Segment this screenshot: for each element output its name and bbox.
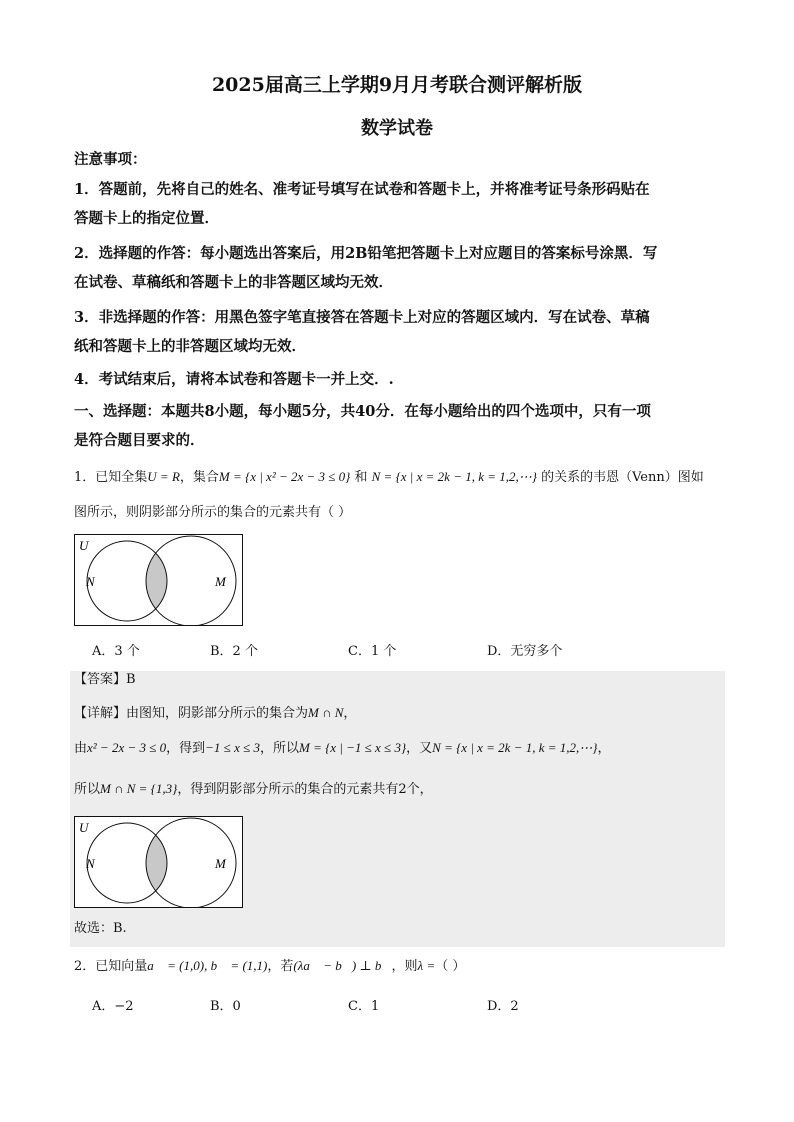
q1-math-set-m: M = {x | x² − 2x − 3 ≤ 0} bbox=[218, 469, 351, 484]
q2-option-b[interactable]: B．0 bbox=[210, 999, 241, 1014]
solution-line3-math: M ∩ N = {1,3} bbox=[100, 781, 178, 796]
q2-math-lambda: λ = bbox=[417, 958, 436, 973]
q2-text-b: ，若 bbox=[267, 959, 294, 974]
section-heading-line-2: 是符合题目要求的． bbox=[74, 432, 205, 449]
q2-math-vectors: a⃗ = (1,0), b⃗ = (1,1) bbox=[147, 958, 268, 973]
q1-text-d: 的关系的韦恩（Venn）图如 bbox=[536, 470, 704, 485]
notice-item-3-line-1: 3．非选择题的作答：用黑色签字笔直接答在答题卡上对应的答题区域内．写在试卷、草稿 bbox=[74, 309, 650, 326]
notice-item-2-line-2: 在试卷、草稿纸和答题卡上的非答题区域均无效． bbox=[74, 274, 393, 291]
q1-math-universal-set: U = R bbox=[147, 469, 180, 484]
solution-line2-text-a: 由 bbox=[74, 741, 88, 756]
q2-text-d: （ ） bbox=[435, 959, 466, 974]
notice-item-2-line-1: 2．选择题的作答：每小题选出答案后，用2B铅笔把答题卡上对应题目的答案标号涂黑．写 bbox=[74, 245, 658, 262]
solution-math-intersection: M ∩ N bbox=[308, 705, 344, 720]
exam-subtitle: 数学试卷 bbox=[361, 118, 433, 139]
q2-option-c[interactable]: C．1 bbox=[348, 999, 380, 1014]
notice-item-1-line-2: 答题卡上的指定位置． bbox=[74, 210, 219, 227]
solution-venn-label-n: N bbox=[86, 856, 95, 871]
solution-line3-text-b: ，得到阴影部分所示的集合的元素共有2个， bbox=[177, 782, 433, 797]
solution-venn-diagram bbox=[74, 816, 244, 908]
solution-detail-line-2 bbox=[74, 738, 724, 759]
solution-detail-line-1 bbox=[74, 703, 724, 724]
notice-item-3-line-2: 纸和答题卡上的非答题区域均无效． bbox=[74, 338, 306, 355]
q2-option-d[interactable]: D．2 bbox=[487, 999, 519, 1014]
q1-venn-diagram bbox=[74, 534, 244, 626]
q1-text-b: ，集合 bbox=[179, 470, 219, 485]
q1-option-d[interactable]: D．无穷多个 bbox=[487, 644, 563, 659]
solution-text-a: 【详解】由图知，阴影部分所示的集合为 bbox=[74, 706, 309, 721]
q2-text-a: 2．已知向量 bbox=[74, 959, 148, 974]
solution-venn-label-u: U bbox=[79, 820, 89, 835]
q2-stem bbox=[74, 956, 724, 977]
q1-text-a: 1．已知全集 bbox=[74, 470, 148, 485]
q1-stem-line-2: 图所示，则阴影部分所示的集合的元素共有（ ） bbox=[74, 505, 352, 520]
solution-line2-text-b: ，得到 bbox=[166, 741, 206, 756]
q1-venn-label-n: N bbox=[86, 574, 95, 589]
solution-venn-label-m: M bbox=[215, 856, 226, 871]
q1-option-a[interactable]: A．3 个 bbox=[92, 644, 140, 659]
solution-line2-math-1: x² − 2x − 3 ≤ 0 bbox=[87, 740, 167, 755]
solution-final: 故选：B. bbox=[74, 921, 127, 936]
solution-line2-text-c: ，所以 bbox=[259, 741, 299, 756]
q1-option-c[interactable]: C．1 个 bbox=[348, 644, 397, 659]
q1-text-c: 和 bbox=[350, 470, 372, 485]
q2-option-a[interactable]: A．−2 bbox=[92, 999, 134, 1014]
solution-line2-text-d: ，又 bbox=[406, 741, 433, 756]
notice-item-4: 4．考试结束后，请将本试卷和答题卡一并上交．. bbox=[74, 371, 394, 388]
notice-item-1-line-1: 1．答题前，先将自己的姓名、准考证号填写在试卷和答题卡上，并将准考证号条形码贴在 bbox=[74, 181, 650, 198]
solution-answer: 【答案】B bbox=[74, 672, 136, 687]
solution-line2-math-4: N = {x | x = 2k − 1, k = 1,2,⋯} bbox=[432, 740, 598, 755]
q1-math-set-n: N = {x | x = 2k − 1, k = 1,2,⋯} bbox=[371, 469, 537, 484]
q1-venn-label-u: U bbox=[79, 538, 89, 553]
q2-text-c: ，则 bbox=[391, 959, 418, 974]
q1-venn-label-m: M bbox=[215, 574, 226, 589]
q1-stem-line-1 bbox=[74, 467, 724, 488]
notice-heading: 注意事项： bbox=[74, 151, 147, 168]
q1-option-b[interactable]: B．2 个 bbox=[210, 644, 258, 659]
solution-line3-text-a: 所以 bbox=[74, 782, 101, 797]
solution-line2-math-3: M = {x | −1 ≤ x ≤ 3} bbox=[298, 740, 407, 755]
solution-line2-math-2: −1 ≤ x ≤ 3 bbox=[205, 740, 260, 755]
q2-math-condition: (λa⃗ − b⃗) ⊥ b⃗ bbox=[293, 958, 392, 973]
solution-detail-line-3 bbox=[74, 779, 724, 800]
solution-text-b: ， bbox=[343, 706, 357, 721]
exam-title: 2025届高三上学期9月月考联合测评解析版 bbox=[211, 74, 583, 96]
section-heading-line-1: 一、选择题：本题共8小题，每小题5分，共40分．在每小题给出的四个选项中，只有一项 bbox=[74, 403, 651, 420]
solution-line2-text-e: ， bbox=[597, 741, 611, 756]
